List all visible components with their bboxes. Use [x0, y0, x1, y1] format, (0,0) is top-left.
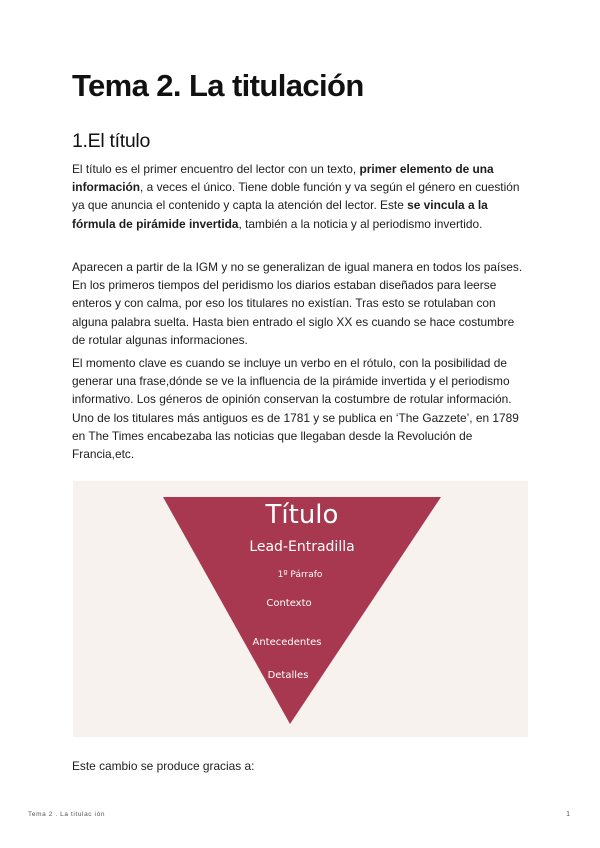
pyramid-level-label: Título [265, 500, 339, 530]
inverted-pyramid-diagram [73, 481, 528, 737]
paragraph-text: El título es el primer encuentro del lector con un texto, [72, 162, 360, 176]
inverted-pyramid-shape [163, 497, 441, 724]
pyramid-level-label: 1º Párrafo [277, 570, 323, 580]
pyramid-level-label: Antecedentes [252, 637, 322, 648]
pyramid-level-label: Detalles [267, 670, 309, 681]
paragraph: Aparecen a partir de la IGM y no se generalizan de igual manera en todos los países. En los primeros tiempos del peridismo los diarios estaban diseñados para leerse enteros y con calma, por eso los titulares no existían. Tras esto se rotulaban con alguna palabra suelta. Hasta bien entrado el siglo XX es cuando se hace costumbre de rotular algunas informaciones. [72, 260, 523, 347]
paragraph: El momento clave es cuando se incluye un verbo en el rótulo, con la posibilidad de generar una frase,dónde se ve la influencia de la pirámide invertida y el periodismo informativo. Los géneros de opinión conservan la costumbre de rotular información. Uno de los titulares más antiguos es de 1781 y se publica en ‘The Gazzete’, en 1789 en The Times encabezaba las noticias que llegaban desde la Revolución de Francia,etc. [72, 356, 519, 462]
paragraph-text: , también a la noticia y al periodismo invertido. [238, 216, 483, 231]
section-heading: 1.El título [72, 130, 150, 152]
bold-phrase: se vincula a la fórmula de pirámide invertida [72, 198, 488, 231]
page-number: 1 [566, 811, 570, 818]
pyramid-level-label: Contexto [266, 598, 312, 609]
paragraph: Este cambio se produce gracias a: [72, 759, 255, 773]
page-title: Tema 2. La titulación [72, 68, 364, 103]
inverted-pyramid-figure [73, 481, 528, 737]
pyramid-level-label: Lead-Entradilla [249, 539, 355, 555]
paragraph [72, 160, 530, 233]
bold-phrase: primer elemento de una información [72, 162, 494, 195]
paragraph-text: , a veces el único. Tiene doble función y va según el género en cuestión ya que anuncia el contenido y capta la atención del lector. Este [72, 180, 520, 213]
footer-title: Tema 2 . La titulac ión [28, 811, 106, 818]
